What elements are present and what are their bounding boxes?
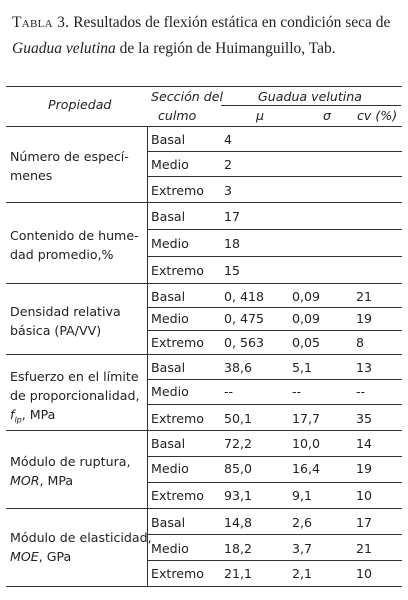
section-cell: Basal [151,209,186,224]
cv-cell: 8 [356,335,365,350]
mu-cell: 4 [224,132,233,147]
cv-cell: 10 [356,488,373,503]
table-top-rule [6,86,402,87]
section-cell: Basal [151,436,186,451]
caption-text-a: Resultados de flexión estática en condición seca de [73,14,391,31]
mu-cell: 93,1 [224,488,253,503]
section-cell: Medio [151,236,189,251]
mu-cell: 2 [224,157,233,172]
group-label-esfuerzo: Esfuerzo en el límite de proporcionalidad, $f_{lp}$, MPa [10,369,140,425]
mu-cell: 85,0 [224,461,253,476]
cv-cell: 21 [356,541,373,556]
sigma-cell: 2,6 [292,515,313,530]
sigma-cell: 0,05 [292,335,321,350]
cv-cell: 35 [356,411,373,426]
header-mu: μ [256,108,265,123]
sigma-cell: 16,4 [292,461,321,476]
sigma-cell: 10,0 [292,436,321,451]
section-cell: Medio [151,157,189,172]
cv-cell: 17 [356,515,373,530]
section-cell: Medio [151,541,189,556]
header-group-rule [221,105,401,106]
group-separator [6,202,402,203]
group-label-densidad: Densidad relativa básica (PA/VV) [10,304,121,338]
mu-cell: 3 [224,183,233,198]
mu-cell: 21,1 [224,566,253,581]
section-cell: Medio [151,311,189,326]
header-group: Guadua velutina [258,89,362,104]
sigma-cell: 3,7 [292,541,313,556]
section-cell: Extremo [151,263,204,278]
table-caption [12,10,400,62]
section-cell: Basal [151,132,186,147]
sigma-cell: 9,1 [292,488,313,503]
table-number: Tabla 3. [12,14,70,31]
group-separator [6,354,402,355]
section-cell: Extremo [151,488,204,503]
group-label-humedad: Contenido de hume- dad promedio,% [10,228,139,262]
section-cell: Basal [151,515,186,530]
sigma-cell: 17,7 [292,411,321,426]
mu-cell: 18,2 [224,541,253,556]
table-bottom-rule [6,586,402,587]
sigma-cell: 2,1 [292,566,313,581]
cv-cell: 19 [356,311,373,326]
header-seccion-line2: culmo [158,108,197,123]
cv-cell: 14 [356,436,373,451]
section-cell: Medio [151,384,189,399]
group-label-ruptura: Módulo de ruptura, MOR, MPa [10,454,131,488]
section-cell: Extremo [151,411,204,426]
mu-cell: 38,6 [224,360,253,375]
column-divider [147,126,148,586]
mu-cell: 14,8 [224,515,253,530]
section-cell: Medio [151,461,189,476]
section-cell: Extremo [151,335,204,350]
mu-cell: -- [224,384,234,399]
cv-cell: 13 [356,360,373,375]
section-cell: Extremo [151,183,204,198]
mu-cell: 15 [224,263,241,278]
header-sigma: σ [323,108,331,123]
mu-cell: 0, 475 [224,311,265,326]
mu-cell: 0, 563 [224,335,265,350]
group-separator [6,283,402,284]
sigma-cell: 0,09 [292,311,321,326]
section-cell: Basal [151,360,186,375]
group-label-elasticidad: Módulo de elasticidad, MOE, GPa [10,530,152,564]
cv-cell: 19 [356,461,373,476]
cv-cell: -- [356,384,366,399]
header-seccion-line1: Sección del [151,89,224,104]
group-label-numero: Número de especí- menes [10,149,129,183]
cv-cell: 21 [356,289,373,304]
section-cell: Basal [151,289,186,304]
caption-species: Guadua velutina [12,40,116,57]
mu-cell: 18 [224,236,241,251]
cv-cell: 10 [356,566,373,581]
header-cv: cv (%) [357,108,398,123]
mu-cell: 0, 418 [224,289,265,304]
mu-cell: 50,1 [224,411,253,426]
results-table [0,84,408,594]
sigma-cell: 0,09 [292,289,321,304]
group-separator [6,508,402,509]
caption-text-b: de la región de Huimanguillo, Tab. [119,40,336,57]
header-propiedad: Propiedad [48,97,112,112]
section-cell: Extremo [151,566,204,581]
mu-cell: 17 [224,209,241,224]
group-separator [6,430,402,431]
sigma-cell: -- [292,384,302,399]
header-bottom-rule [6,126,402,127]
sigma-cell: 5,1 [292,360,313,375]
mu-cell: 72,2 [224,436,253,451]
